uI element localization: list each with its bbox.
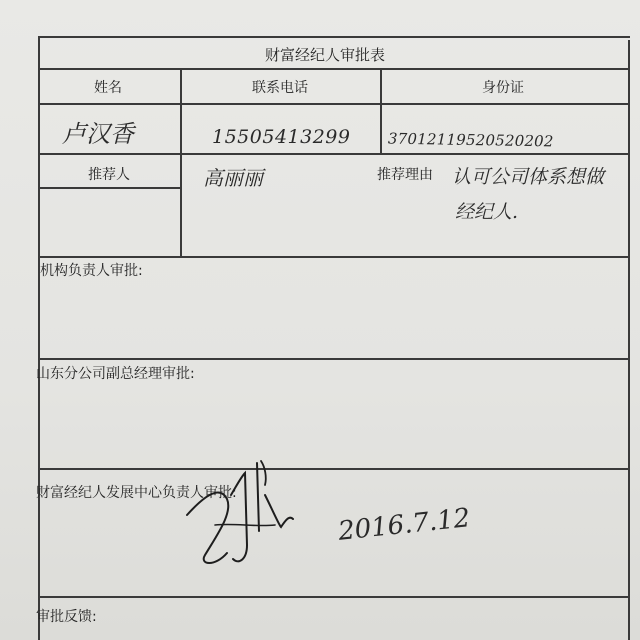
title-row-divider	[38, 68, 630, 70]
center-section-divider	[38, 596, 630, 598]
form-top-border	[38, 36, 630, 38]
recommender-label: 推荐人	[88, 167, 130, 183]
center-head-approval-label: 财富经纪人发展中心负责人审批:	[36, 485, 237, 501]
header-name: 姓名	[94, 80, 122, 96]
branch-section-divider	[38, 468, 630, 470]
institution-section-divider	[38, 358, 630, 360]
institution-head-approval-label: 机构负责人审批:	[40, 263, 143, 279]
recommender-value: 高丽丽	[203, 166, 263, 190]
header-phone: 联系电话	[252, 80, 308, 96]
reason-value-line1: 认可公司体系想做	[452, 166, 605, 188]
branch-deputy-gm-approval-label: 山东分公司副总经理审批:	[36, 366, 195, 382]
feedback-label: 审批反馈:	[36, 609, 97, 625]
reason-value-line2: 经纪人.	[455, 201, 519, 223]
header-row-divider	[38, 103, 630, 105]
signature-icon	[175, 455, 315, 580]
form-right-border	[628, 40, 630, 640]
form-left-border	[38, 36, 40, 640]
form-title: 财富经纪人审批表	[265, 46, 386, 64]
reason-label: 推荐理由	[377, 167, 433, 183]
applicant-id-value: 37012119520520202	[387, 129, 554, 151]
applicant-name-value: 卢汉香	[62, 120, 134, 148]
applicant-phone-value: 15505413299	[212, 126, 351, 148]
column-divider-1	[180, 68, 182, 256]
recommend-row-divider-left	[38, 187, 180, 189]
header-id-card: 身份证	[482, 80, 524, 96]
applicant-row-divider	[38, 153, 630, 155]
approval-date-value: 2016.7.12	[336, 503, 472, 547]
column-divider-2	[380, 68, 382, 154]
recommend-section-divider	[38, 256, 630, 258]
